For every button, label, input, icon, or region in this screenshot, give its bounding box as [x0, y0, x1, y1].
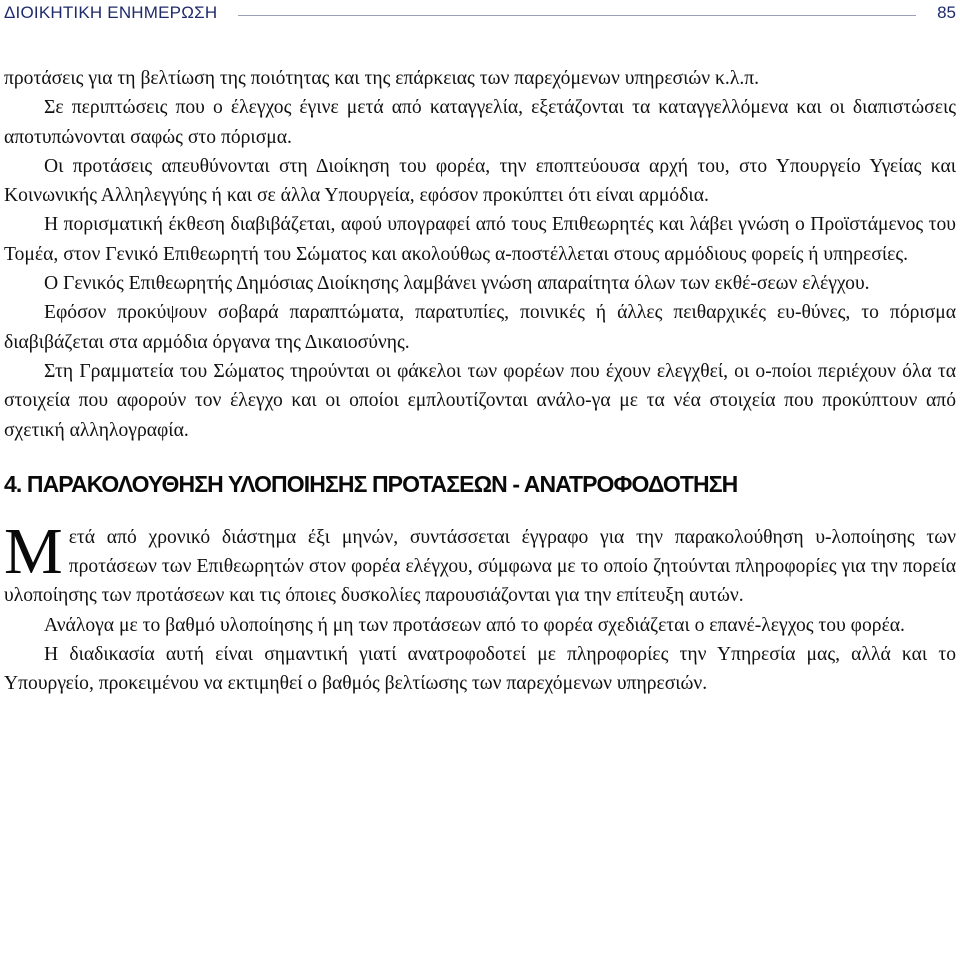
paragraph: Ανάλογα με το βαθμό υλοποίησης ή μη των προτάσεων από το φορέα σχεδιάζεται ο επανέ-λεγχος του φορέα. [44, 614, 905, 636]
document-page [4, 0, 956, 980]
section-first-paragraph [4, 514, 956, 611]
paragraph: Σε περιπτώσεις που ο έλεγχος έγινε μετά από καταγγελία, εξετάζονται τα καταγγελλόμενα και οι διαπιστώσεις αποτυπώνονται σαφώς στο πόρισμα. [4, 97, 956, 148]
paragraph-continued: προτάσεις για τη βελτίωση της ποιότητας και της επάρκειας των παρεχόμενων υπηρεσιών κ.λ.π. [4, 68, 760, 89]
running-title: ΔΙΟΙΚΗΤΙΚΗ ΕΝΗΜΕΡΩΣΗ [4, 3, 218, 22]
drop-cap: Μ [4, 514, 63, 588]
paragraph: Στη Γραμματεία του Σώματος τηρούνται οι φάκελοι των φορέων που έχουν ελεγχθεί, οι ο-ποίοι περιέχουν όλα τα στοιχεία που αφορούν τον έλεγχο και οι οποίοι εμπλουτίζονται ανάλο-γα με τα νέα στοιχεία που προκύπτουν από σχετική αλληλογραφία. [4, 360, 956, 441]
body-text [4, 64, 956, 699]
paragraph: Οι προτάσεις απευθύνονται στη Διοίκηση του φορέα, την εποπτεύουσα αρχή του, στο Υπουργείο Υγείας και Κοινωνικής Αλληλεγγύης ή και σε άλλα Υπουργεία, εφόσον προκύπτει ότι είναι αρμόδια. [4, 155, 956, 207]
section-heading: 4. ΠΑΡΑΚΟΛΟΥΘΗΣΗ ΥΛΟΠΟΙΗΣΗΣ ΠΡΟΤΑΣΕΩΝ - ΑΝΑΤΡΟΦΟΔΟΤΗΣΗ [4, 470, 738, 497]
page-number: 85 [937, 3, 956, 22]
paragraph: Η διαδικασία αυτή είναι σημαντική γιατί ανατροφοδοτεί με πληροφορίες την Υπηρεσία μας, αλλά και το Υπουργείο, προκειμένου να εκτιμηθεί ο βαθμός βελτίωσης των παρεχόμενων υπηρεσιών. [4, 644, 956, 695]
section-first-paragraph-text: ετά από χρονικό διάστημα έξι μηνών, συντάσσεται έγγραφο για την παρακολούθηση υ-λοποίησης των προτάσεων των Επιθεωρητών στον φορέα ελέγχου, σύμφωνα με το οποίο ζητούνται πληροφορίες για την πορεία υλοποίησης των προτάσεων και τις όποιες δυσκολίες παρουσιάζονται για την επίτευξη αυτών. [4, 526, 956, 607]
paragraph: Ο Γενικός Επιθεωρητής Δημόσιας Διοίκησης λαμβάνει γνώση απαραίτητα όλων των εκθέ-σεων ελέγχου. [44, 273, 870, 295]
running-header [4, 2, 956, 26]
header-rule [238, 15, 916, 16]
paragraph: Εφόσον προκύψουν σοβαρά παραπτώματα, παρατυπίες, ποινικές ή άλλες πειθαρχικές ευ-θύνες, το πόρισμα διαβιβάζεται στα αρμόδια όργανα της Δικαιοσύνης. [4, 302, 956, 353]
paragraph: Η πορισματική έκθεση διαβιβάζεται, αφού υπογραφεί από τους Επιθεωρητές και λάβει γνώση ο Προϊστάμενος του Τομέα, στον Γενικό Επιθεωρητή του Σώματος και ακολούθως α-ποστέλλεται στους αρμόδιους φορείς ή υπηρεσίες. [4, 214, 956, 265]
